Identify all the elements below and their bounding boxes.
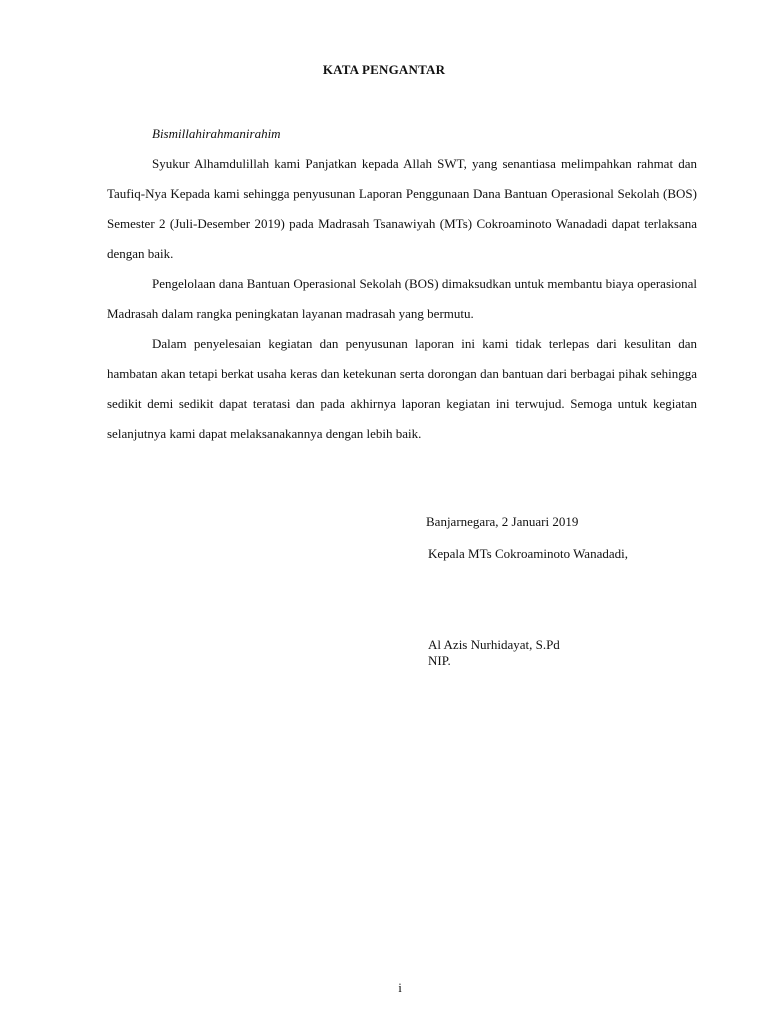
paragraph-closing: Dalam penyelesaian kegiatan dan penyusunan laporan ini kami tidak terlepas dari kesulitan dan hambatan akan tetapi berkat usaha keras dan ketekunan serta dorongan dan bantuan dari berbagai pihak sehingga sedikit demi sedikit dapat teratasi dan pada akhirnya laporan kegiatan ini terwujud. Semoga untuk kegiatan selanjutnya kami dapat melaksanakannya dengan lebih baik.	[107, 336, 697, 441]
signature-name: Al Azis Nurhidayat, S.Pd	[428, 637, 560, 652]
paragraph-purpose: Pengelolaan dana Bantuan Operasional Sekolah (BOS) dimaksudkan untuk membantu biaya operasional Madrasah dalam rangka peningkatan layanan madrasah yang bermutu.	[107, 276, 697, 321]
paragraph-gratitude: Syukur Alhamdulillah kami Panjatkan kepada Allah SWT, yang senantiasa melimpahkan rahmat dan Taufiq-Nya Kepada kami sehingga penyusunan Laporan Penggunaan Dana Bantuan Operasional Sekolah (BOS) Semester 2 (Juli-Desember 2019) pada Madrasah Tsanawiyah (MTs) Cokroaminoto Wanadadi dapat terlaksana dengan baik.	[107, 156, 697, 261]
signature-place-date: Banjarnegara, 2 Januari 2019	[426, 514, 579, 529]
document-body	[107, 119, 697, 449]
page-title: KATA PENGANTAR	[322, 62, 446, 77]
signature-role: Kepala MTs Cokroaminoto Wanadadi,	[428, 546, 628, 561]
page-number: i	[398, 980, 402, 995]
opening-greeting: Bismillahirahmanirahim	[152, 126, 281, 141]
signature-nip: NIP.	[428, 653, 451, 668]
